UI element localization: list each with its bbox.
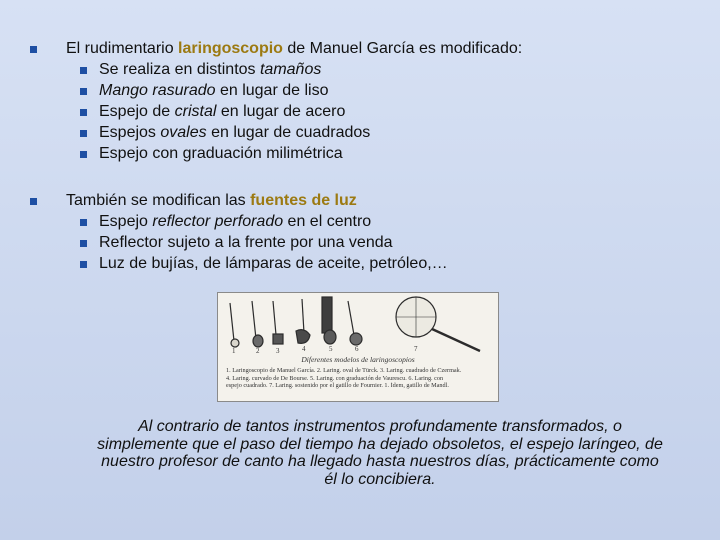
mirror-handle: [348, 301, 354, 335]
highlight-term: fuentes de luz: [250, 192, 357, 209]
square-bullet-icon: [80, 67, 87, 74]
sub-bullet: Espejo de cristal en lugar de acero: [80, 101, 522, 122]
bullet-item-fuentes-de-luz: [30, 190, 448, 211]
bullet-item-laringoscopio: [30, 38, 522, 59]
bullet-group-laringoscopio: [30, 38, 522, 164]
figure-caption: 1. Laringoscopio de Manuel García. 2. Laring. oval de Türck. 3. Laring. cuadrado de Czermak. 4. Laring. curvado de De Bourse. 5. Laring. con graduación de Vaurescu. 6. Laring. con espejo cuadrado. 7. Laring. sostenido por el gatillo de Fournier. 1. Ídem, gatillo de Mandl.: [226, 367, 462, 390]
mirror-head: [231, 339, 239, 347]
mirror-handle: [432, 329, 480, 351]
sub-bullet: Luz de bujías, de lámparas de aceite, petróleo,…: [80, 253, 448, 274]
sub-bullet: Reflector sujeto a la frente por una venda: [80, 232, 448, 253]
bullet-text: También se modifican las fuentes de luz: [66, 192, 357, 209]
mirror-head: [324, 330, 336, 344]
sub-bullet: Espejo reflector perforado en el centro: [80, 211, 448, 232]
figure-number: 5: [329, 345, 333, 353]
mirror-handle: [322, 297, 332, 333]
square-bullet-icon: [80, 219, 87, 226]
figure-title: Diferentes modelos de laringoscopios: [301, 355, 415, 364]
highlight-term: laringoscopio: [178, 40, 283, 57]
sub-bullet: Espejos ovales en lugar de cuadrados: [80, 122, 522, 143]
mirror-head: [350, 333, 362, 345]
bullet-text: El rudimentario laringoscopio de Manuel García es modificado:: [66, 40, 523, 57]
mirror-handle: [302, 299, 304, 333]
mirror-head: [273, 334, 283, 344]
square-bullet-icon: [30, 46, 37, 53]
mirror-handle: [230, 303, 234, 341]
sub-bullet: Mango rasurado en lugar de liso: [80, 80, 522, 101]
square-bullet-icon: [80, 130, 87, 137]
mirror-handle: [252, 301, 256, 339]
laryngoscope-illustration: [217, 292, 499, 402]
figure-number: 1: [232, 347, 236, 355]
figure-number: 2: [256, 347, 260, 355]
mirror-handle: [273, 301, 276, 335]
square-bullet-icon: [80, 261, 87, 268]
closing-quote: Al contrario de tantos instrumentos profundamente transformados, o simplemente que el paso del tiempo ha dejado obsoletos, el espejo laríngeo, de nuestro profesor de canto ha llegado hasta nuestros días, prácticamente como él lo concibiera.: [97, 418, 663, 488]
mirror-head: [296, 330, 310, 344]
sub-bullet: Espejo con graduación milimétrica: [80, 143, 522, 164]
figure-number: 3: [276, 347, 280, 355]
square-bullet-icon: [80, 240, 87, 247]
mirror-head: [253, 335, 263, 347]
square-bullet-icon: [80, 109, 87, 116]
square-bullet-icon: [80, 88, 87, 95]
figure-number: 6: [355, 345, 359, 353]
square-bullet-icon: [30, 198, 37, 205]
square-bullet-icon: [80, 151, 87, 158]
sub-bullet: Se realiza en distintos tamaños: [80, 59, 522, 80]
figure-number: 7: [414, 345, 418, 353]
figure-number: 4: [302, 345, 306, 353]
bullet-group-fuentes-de-luz: [30, 190, 448, 274]
